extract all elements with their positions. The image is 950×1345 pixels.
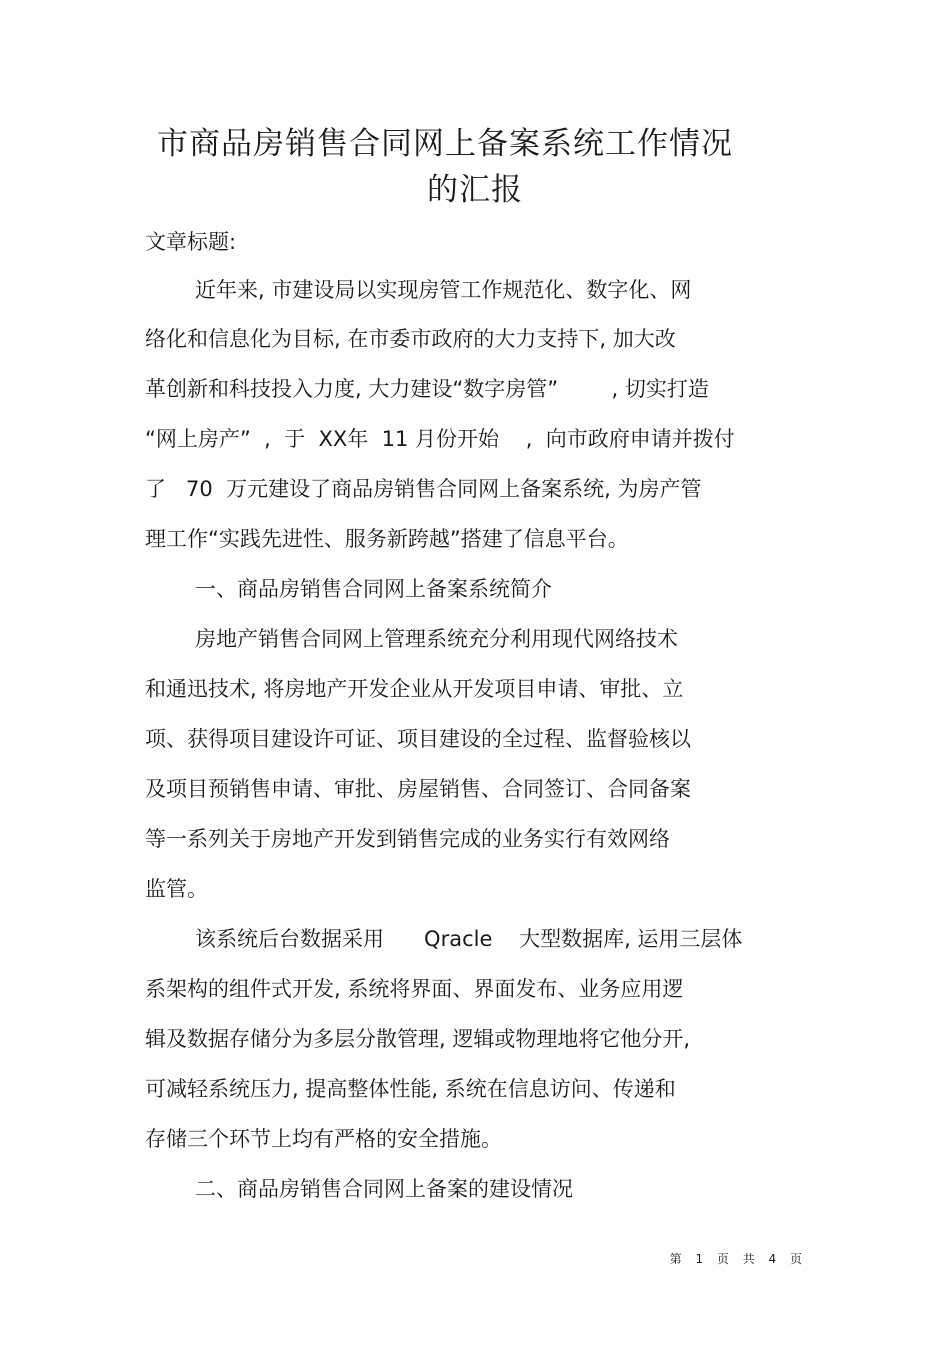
paragraph-line: 可减轻系统压力, 提高整体性能, 系统在信息访问、传递和 xyxy=(145,1077,676,1101)
paragraph-line: 系架构的组件式开发, 系统将界面、界面发布、业务应用逻 xyxy=(145,977,684,1001)
paragraph-line: 项、获得项目建设许可证、项目建设的全过程、监督验核以 xyxy=(145,727,691,751)
article-title-label: 文章标题: xyxy=(145,230,237,254)
paragraph-line: 革创新和科技投入力度, 大力建设“数字房管” , 切实打造 xyxy=(145,377,709,401)
paragraph-line: 及项目预销售申请、审批、房屋销售、合同签订、合同备案 xyxy=(145,777,691,801)
paragraph-line: 监管。 xyxy=(145,877,208,901)
paragraph-line: 存储三个环节上均有严格的安全措施。 xyxy=(145,1127,502,1151)
section-heading-1: 一、商品房销售合同网上备案系统简介 xyxy=(195,577,552,601)
document-title-line-2: 的汇报 xyxy=(427,172,523,208)
paragraph-line: 了 70 万元建设了商品房销售合同网上备案系统, 为房产管 xyxy=(145,477,702,501)
paragraph-line: 辑及数据存储分为多层分散管理, 逻辑或物理地将它他分开, xyxy=(145,1027,691,1051)
paragraph-line: “网上房产” , 于 XX年 11 月份开始 , 向市政府申请并拨付 xyxy=(145,427,735,451)
paragraph-line: 房地产销售合同网上管理系统充分利用现代网络技术 xyxy=(195,627,678,651)
paragraph-line: 近年来, 市建设局以实现房管工作规范化、数字化、网 xyxy=(195,278,692,302)
paragraph-line: 络化和信息化为目标, 在市委市政府的大力支持下, 加大改 xyxy=(145,327,676,351)
document-title-line-1: 市商品房销售合同网上备案系统工作情况 xyxy=(157,126,733,162)
paragraph-line: 和通迅技术, 将房地产开发企业从开发项目申请、审批、立 xyxy=(145,677,684,701)
paragraph-line: 理工作“实践先进性、服务新跨越”搭建了信息平台。 xyxy=(145,527,629,551)
paragraph-line: 该系统后台数据采用 Qracle 大型数据库, 运用三层体 xyxy=(195,927,743,951)
page-number-footer: 第 1 页 共 4 页 xyxy=(669,1252,807,1266)
section-heading-2: 二、商品房销售合同网上备案的建设情况 xyxy=(195,1177,573,1201)
paragraph-line: 等一系列关于房地产开发到销售完成的业务实行有效网络 xyxy=(145,827,670,851)
